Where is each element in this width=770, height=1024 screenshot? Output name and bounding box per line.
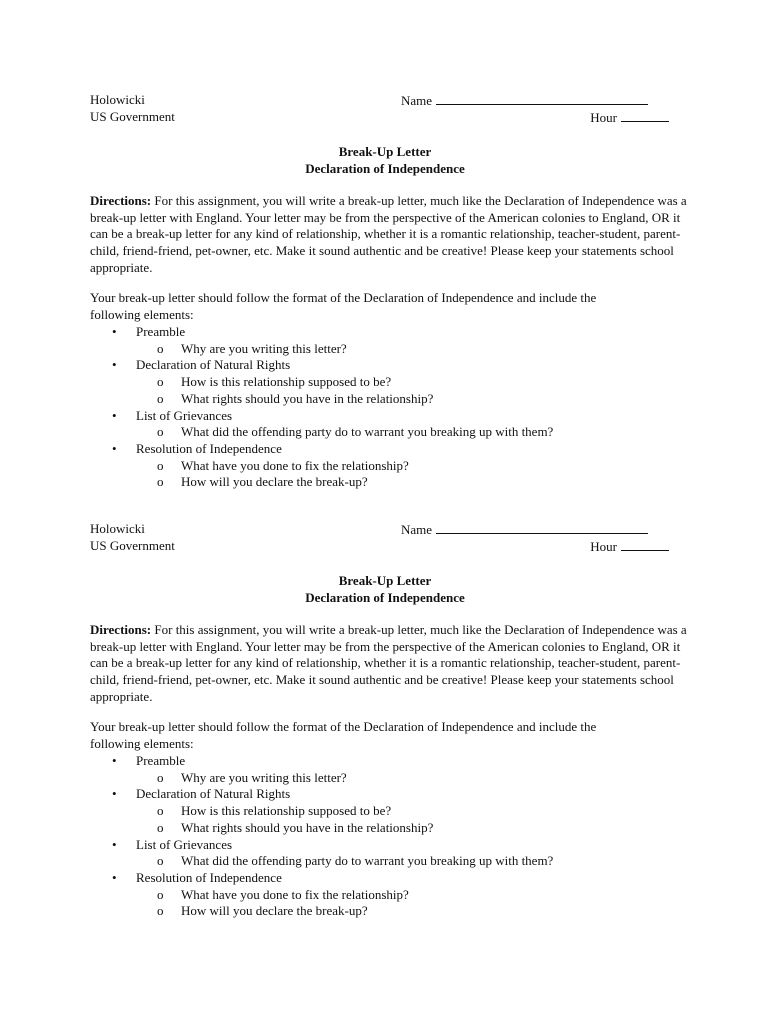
- circle-bullet-icon: o: [157, 903, 164, 919]
- circle-bullet-icon: o: [157, 457, 164, 473]
- list-item: [90, 441, 690, 491]
- sub-list: [136, 424, 690, 441]
- circle-bullet-icon: o: [157, 803, 164, 819]
- element-label: List of Grievances: [136, 836, 233, 852]
- list-item: [90, 870, 690, 920]
- elements-list: [90, 324, 690, 491]
- circle-bullet-icon: o: [157, 424, 164, 440]
- bullet-icon: •: [112, 324, 117, 339]
- sub-item-text: What did the offending party do to warrant you breaking up with them?: [181, 853, 554, 869]
- sub-list-item: [90, 903, 690, 920]
- header-row: [90, 109, 690, 125]
- bullet-icon: •: [112, 357, 117, 373]
- element-label: Resolution of Independence: [136, 869, 282, 885]
- header-row: [90, 92, 690, 108]
- sub-list-item: [90, 391, 690, 408]
- sub-item-text: How will you declare the break-up?: [181, 903, 368, 919]
- sub-list: [136, 770, 690, 787]
- element-label: Preamble: [136, 324, 186, 339]
- circle-bullet-icon: o: [157, 769, 164, 785]
- hour-label: Hour: [590, 539, 617, 554]
- directions-label: Directions:: [90, 622, 152, 637]
- bullet-icon: •: [112, 753, 117, 768]
- list-item: [90, 324, 690, 357]
- sub-list-item: [90, 474, 690, 491]
- course-name: US Government: [90, 109, 175, 124]
- student-name-field[interactable]: [401, 521, 648, 538]
- sub-list-item: [90, 853, 690, 870]
- list-item: [90, 753, 690, 786]
- assignment-title: Break-Up Letter: [338, 573, 432, 588]
- directions-text: For this assignment, you will write a break-up letter, much like the Declaration of Independence was a break-up letter with England. Your letter may be from the perspective of the American colonies to England, OR it can be a break-up letter for any kind of relationship, whether it is a romantic relationship, teacher-student, parent-child, friend-friend, pet-owner, etc. Make it sound authentic and be creative! Please keep your statements school appropriate.: [90, 193, 687, 275]
- sub-item-text: Why are you writing this letter?: [181, 769, 347, 785]
- list-item: [90, 837, 690, 870]
- sub-list-item: [90, 458, 690, 475]
- sub-list-item: [90, 803, 690, 820]
- format-intro: Your break-up letter should follow the format of the Declaration of Independence and include the following elements:: [90, 719, 597, 751]
- course-name: US Government: [90, 538, 175, 553]
- name-label: Name: [401, 522, 433, 537]
- circle-bullet-icon: o: [157, 390, 164, 406]
- sub-list: [136, 803, 690, 836]
- element-label: Preamble: [136, 753, 186, 768]
- circle-bullet-icon: o: [157, 819, 164, 835]
- teacher-name: Holowicki: [90, 521, 145, 536]
- bullet-icon: •: [112, 786, 117, 802]
- hour-blank-line[interactable]: [621, 538, 669, 551]
- sub-item-text: What have you done to fix the relationship?: [181, 457, 409, 473]
- sub-item-text: Why are you writing this letter?: [181, 340, 347, 356]
- list-item: [90, 357, 690, 407]
- hour-label: Hour: [590, 110, 617, 125]
- name-blank-line[interactable]: [436, 521, 648, 534]
- circle-bullet-icon: o: [157, 474, 164, 490]
- element-label: List of Grievances: [136, 407, 233, 423]
- hour-blank-line[interactable]: [621, 109, 669, 122]
- bullet-icon: •: [112, 407, 117, 423]
- list-item: [90, 786, 690, 836]
- sub-list-item: [90, 424, 690, 441]
- sub-item-text: What have you done to fix the relationship?: [181, 886, 409, 902]
- sub-list: [136, 458, 690, 491]
- sub-list-item: [90, 887, 690, 904]
- assignment-subtitle: Declaration of Independence: [305, 590, 465, 605]
- sub-item-text: What rights should you have in the relationship?: [181, 819, 434, 835]
- element-label: Declaration of Natural Rights: [136, 786, 291, 802]
- sub-list: [136, 341, 690, 358]
- sub-list: [136, 374, 690, 407]
- sub-item-text: What did the offending party do to warrant you breaking up with them?: [181, 424, 554, 440]
- circle-bullet-icon: o: [157, 340, 164, 356]
- assignment-sheet: [90, 521, 690, 931]
- sub-item-text: How is this relationship supposed to be?: [181, 374, 392, 390]
- elements-list: [90, 753, 690, 920]
- circle-bullet-icon: o: [157, 374, 164, 390]
- hour-field[interactable]: [590, 538, 669, 555]
- assignment-title: Break-Up Letter: [338, 144, 432, 159]
- sub-list: [136, 853, 690, 870]
- sub-list-item: [90, 341, 690, 358]
- name-blank-line[interactable]: [436, 92, 648, 105]
- element-label: Resolution of Independence: [136, 440, 282, 456]
- sub-list-item: [90, 820, 690, 837]
- teacher-name: Holowicki: [90, 92, 145, 107]
- directions-paragraph: [90, 193, 690, 277]
- directions-label: Directions:: [90, 193, 152, 208]
- assignment-sheet: [90, 92, 690, 502]
- name-label: Name: [401, 93, 433, 108]
- format-intro: Your break-up letter should follow the format of the Declaration of Independence and include the following elements:: [90, 290, 597, 322]
- header-row: [90, 538, 690, 554]
- sub-item-text: How will you declare the break-up?: [181, 474, 368, 490]
- hour-field[interactable]: [590, 109, 669, 126]
- sub-item-text: What rights should you have in the relationship?: [181, 390, 434, 406]
- list-item: [90, 408, 690, 441]
- sub-list-item: [90, 374, 690, 391]
- sub-list-item: [90, 770, 690, 787]
- sub-item-text: How is this relationship supposed to be?: [181, 803, 392, 819]
- directions-paragraph: [90, 622, 690, 706]
- bullet-icon: •: [112, 869, 117, 885]
- header-row: [90, 521, 690, 537]
- circle-bullet-icon: o: [157, 886, 164, 902]
- sub-list: [136, 887, 690, 920]
- circle-bullet-icon: o: [157, 853, 164, 869]
- bullet-icon: •: [112, 440, 117, 456]
- directions-text: For this assignment, you will write a break-up letter, much like the Declaration of Independence was a break-up letter with England. Your letter may be from the perspective of the American colonies to England, OR it can be a break-up letter for any kind of relationship, whether it is a romantic relationship, teacher-student, parent-child, friend-friend, pet-owner, etc. Make it sound authentic and be creative! Please keep your statements school appropriate.: [90, 622, 687, 704]
- student-name-field[interactable]: [401, 92, 648, 109]
- assignment-subtitle: Declaration of Independence: [305, 161, 465, 176]
- element-label: Declaration of Natural Rights: [136, 357, 291, 373]
- bullet-icon: •: [112, 836, 117, 852]
